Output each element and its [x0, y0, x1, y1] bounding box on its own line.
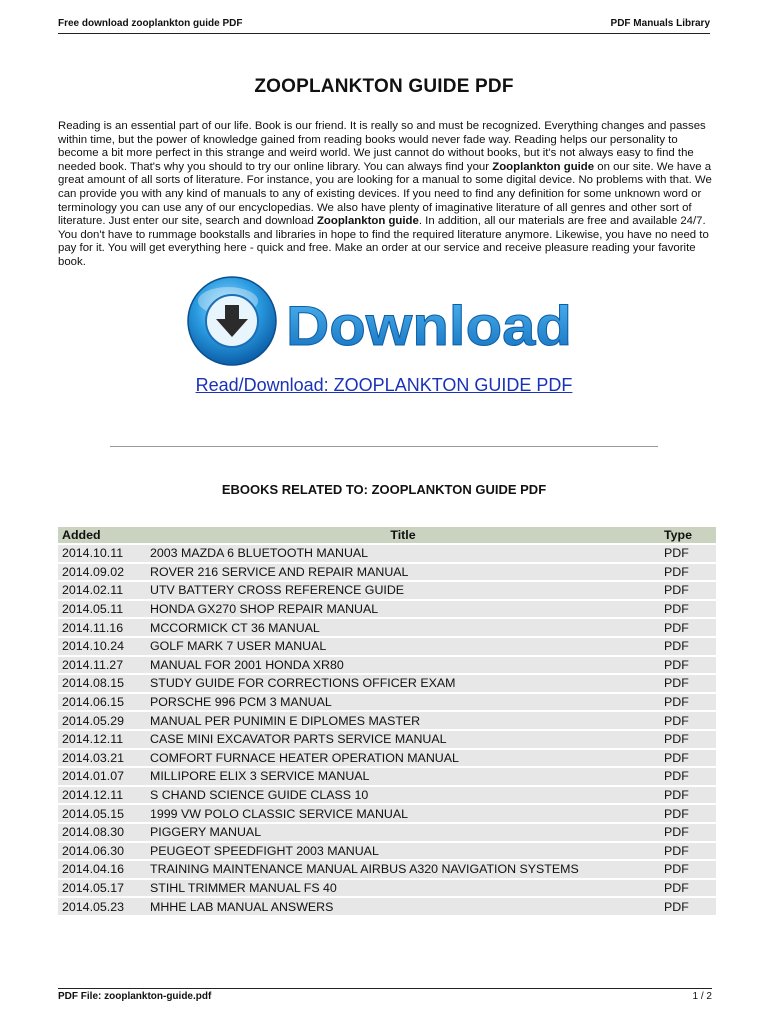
- cell-added: 2014.06.30: [58, 843, 146, 860]
- cell-title[interactable]: PORSCHE 996 PCM 3 MANUAL: [146, 694, 660, 711]
- column-header-title: Title: [146, 527, 660, 543]
- table-row: [58, 843, 716, 860]
- table-body: [58, 545, 716, 915]
- cell-type: PDF: [660, 787, 716, 804]
- cell-title[interactable]: UTV BATTERY CROSS REFERENCE GUIDE: [146, 582, 660, 599]
- cell-added: 2014.09.02: [58, 564, 146, 581]
- table-row: [58, 768, 716, 785]
- read-download-link[interactable]: Read/Download: ZOOPLANKTON GUIDE PDF: [195, 375, 573, 395]
- cell-added: 2014.03.21: [58, 750, 146, 767]
- cell-type: PDF: [660, 545, 716, 562]
- intro-paragraph: [58, 120, 712, 270]
- intro-text-3: . In addition, all our materials are free and available 24/7. You don't have to rummage bookstalls and libraries in hope to find the required literature anymore. Likewise, you have no need to pay for it. You will get everything here - quick and free. Make an order at our service and receive pleasure reading your favorite book.: [58, 215, 709, 268]
- cell-added: 2014.05.17: [58, 880, 146, 897]
- table-row: [58, 564, 716, 581]
- header-left-text: Free download zooplankton guide PDF: [58, 18, 243, 29]
- cell-added: 2014.05.23: [58, 898, 146, 915]
- cell-title[interactable]: 2003 MAZDA 6 BLUETOOTH MANUAL: [146, 545, 660, 562]
- cell-title[interactable]: PEUGEOT SPEEDFIGHT 2003 MANUAL: [146, 843, 660, 860]
- cell-added: 2014.01.07: [58, 768, 146, 785]
- intro-text-1: Reading is an essential part of our life. Book is our friend. It is really so and must be recognized. Everything changes and passes within time, but the power of knowledge gained from reading books would never fade way. Reading helps our personality to become a bit more perfect in this strange and weird world. We just cannot do without books, but it's not always easy to find the needed book. That's why you should to try our online library. You can always find your: [58, 120, 706, 173]
- cell-title[interactable]: CASE MINI EXCAVATOR PARTS SERVICE MANUAL: [146, 731, 660, 748]
- table-row: [58, 675, 716, 692]
- table-row: [58, 787, 716, 804]
- table-row: [58, 545, 716, 562]
- table-row: [58, 880, 716, 897]
- cell-added: 2014.11.16: [58, 619, 146, 636]
- download-banner[interactable]: [186, 275, 578, 371]
- cell-title[interactable]: STUDY GUIDE FOR CORRECTIONS OFFICER EXAM: [146, 675, 660, 692]
- table-row: [58, 805, 716, 822]
- cell-title[interactable]: MANUAL PER PUNIMIN E DIPLOMES MASTER: [146, 712, 660, 729]
- intro-text-2: on our site. We have a great amount of all sorts of literature. For instance, you are looking for a manual to some digital device. No problems with that. We can provide you with any kind of manuals to any of existing devices. If you need to find any definition for some unknown word or terminology you can use any of our encyclopedias. We also have plenty of imaginative literature of all genres and other sort of literature. Just enter our site, search and download: [58, 160, 712, 228]
- cell-type: PDF: [660, 638, 716, 655]
- cell-title[interactable]: MILLIPORE ELIX 3 SERVICE MANUAL: [146, 768, 660, 785]
- cell-added: 2014.04.16: [58, 861, 146, 878]
- related-ebooks-heading: EBOOKS RELATED TO: ZOOPLANKTON GUIDE PDF: [221, 482, 547, 497]
- column-header-type: Type: [660, 527, 716, 543]
- cell-title[interactable]: MANUAL FOR 2001 HONDA XR80: [146, 657, 660, 674]
- section-divider: [110, 446, 658, 447]
- page-title: ZOOPLANKTON GUIDE PDF: [254, 76, 514, 97]
- cell-type: PDF: [660, 564, 716, 581]
- table-row: [58, 750, 716, 767]
- cell-title[interactable]: HONDA GX270 SHOP REPAIR MANUAL: [146, 601, 660, 618]
- page-header: [58, 18, 710, 34]
- table-row: [58, 712, 716, 729]
- cell-type: PDF: [660, 861, 716, 878]
- cell-title[interactable]: COMFORT FURNACE HEATER OPERATION MANUAL: [146, 750, 660, 767]
- cell-title[interactable]: 1999 VW POLO CLASSIC SERVICE MANUAL: [146, 805, 660, 822]
- cell-type: PDF: [660, 880, 716, 897]
- cell-added: 2014.10.24: [58, 638, 146, 655]
- cell-type: PDF: [660, 601, 716, 618]
- cell-title[interactable]: STIHL TRIMMER MANUAL FS 40: [146, 880, 660, 897]
- cell-added: 2014.05.11: [58, 601, 146, 618]
- table-row: [58, 898, 716, 915]
- column-header-added: Added: [58, 527, 146, 543]
- cell-title[interactable]: ROVER 216 SERVICE AND REPAIR MANUAL: [146, 564, 660, 581]
- cell-type: PDF: [660, 582, 716, 599]
- cell-type: PDF: [660, 619, 716, 636]
- table-row: [58, 601, 716, 618]
- footer-page-number: 1 / 2: [692, 991, 712, 1002]
- cell-type: PDF: [660, 898, 716, 915]
- cell-added: 2014.02.11: [58, 582, 146, 599]
- cell-type: PDF: [660, 657, 716, 674]
- cell-type: PDF: [660, 768, 716, 785]
- table-row: [58, 731, 716, 748]
- download-arrow-icon: [188, 277, 276, 365]
- cell-added: 2014.08.30: [58, 824, 146, 841]
- cell-type: PDF: [660, 675, 716, 692]
- cell-title[interactable]: TRAINING MAINTENANCE MANUAL AIRBUS A320 NAVIGATION SYSTEMS: [146, 861, 660, 878]
- intro-bold-1: Zooplankton guide: [492, 160, 595, 173]
- cell-title[interactable]: PIGGERY MANUAL: [146, 824, 660, 841]
- cell-type: PDF: [660, 694, 716, 711]
- table-row: [58, 824, 716, 841]
- cell-type: PDF: [660, 712, 716, 729]
- cell-type: PDF: [660, 824, 716, 841]
- table-row: [58, 638, 716, 655]
- table-row: [58, 619, 716, 636]
- table-row: [58, 694, 716, 711]
- intro-bold-2: Zooplankton guide: [316, 215, 419, 228]
- header-right-text: PDF Manuals Library: [610, 18, 710, 29]
- cell-added: 2014.12.11: [58, 787, 146, 804]
- table-row: [58, 582, 716, 599]
- cell-type: PDF: [660, 805, 716, 822]
- cell-type: PDF: [660, 843, 716, 860]
- cell-added: 2014.12.11: [58, 731, 146, 748]
- download-banner-label: Download: [286, 294, 572, 357]
- cell-added: 2014.08.15: [58, 675, 146, 692]
- cell-added: 2014.05.29: [58, 712, 146, 729]
- table-row: [58, 657, 716, 674]
- cell-title[interactable]: GOLF MARK 7 USER MANUAL: [146, 638, 660, 655]
- related-ebooks-table: [58, 525, 716, 917]
- cell-title[interactable]: MHHE LAB MANUAL ANSWERS: [146, 898, 660, 915]
- footer-file-name: PDF File: zooplankton-guide.pdf: [58, 991, 212, 1002]
- cell-added: 2014.11.27: [58, 657, 146, 674]
- cell-title[interactable]: S CHAND SCIENCE GUIDE CLASS 10: [146, 787, 660, 804]
- cell-added: 2014.05.15: [58, 805, 146, 822]
- page-footer: [58, 988, 712, 1002]
- cell-type: PDF: [660, 731, 716, 748]
- cell-added: 2014.10.11: [58, 545, 146, 562]
- cell-title[interactable]: MCCORMICK CT 36 MANUAL: [146, 619, 660, 636]
- table-row: [58, 861, 716, 878]
- cell-added: 2014.06.15: [58, 694, 146, 711]
- table-header-row: [58, 527, 716, 543]
- cell-type: PDF: [660, 750, 716, 767]
